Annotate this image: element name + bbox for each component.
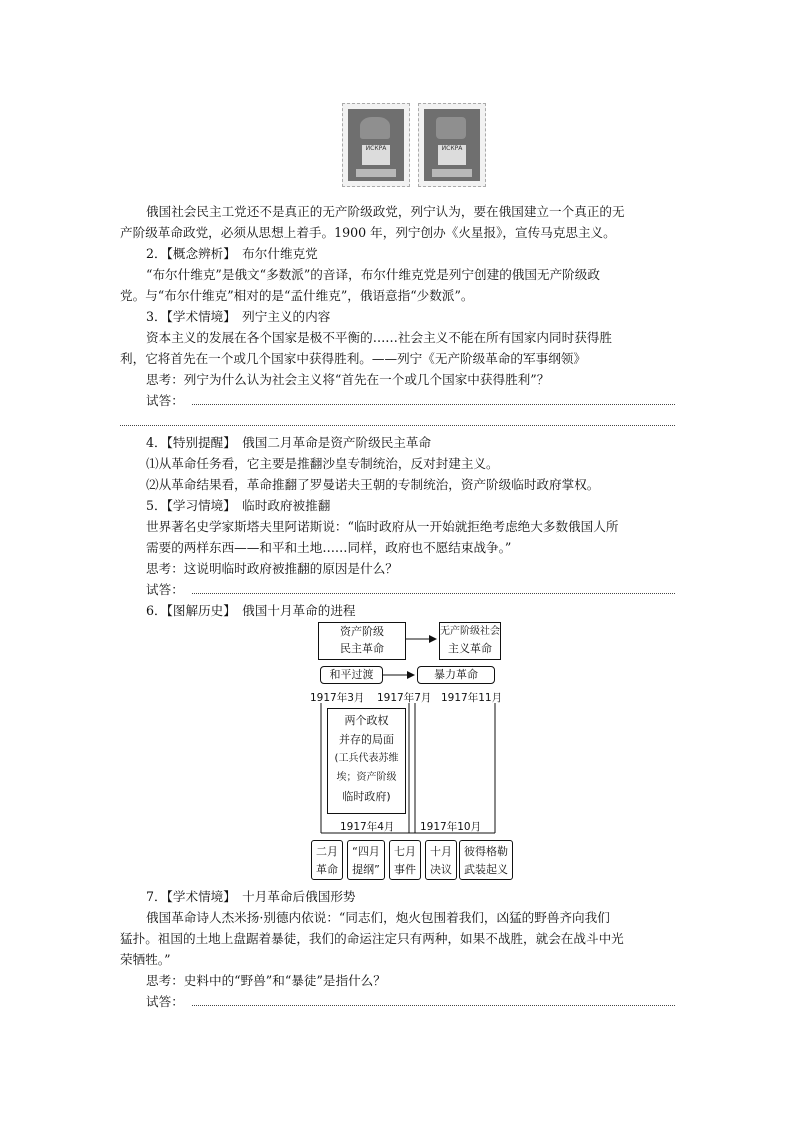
section-2-heading: 2．【概念辨析】 布尔什维克党 (146, 246, 318, 261)
event-4-line-2: 决议 (430, 863, 452, 876)
date-1917-october: 1917年10月 (420, 821, 482, 833)
section-5-line-1: 世界著名史学家斯塔夫里阿诺斯说：“临时政府从一开始就拒绝考虑绝大多数俄国人所 (146, 519, 619, 534)
section-5-answer-label: 试答： (146, 582, 184, 597)
event-5-line-2: 武装起义 (464, 863, 508, 876)
section-5-think: 思考：这说明临时政府被推翻的原因是什么？ (146, 561, 398, 576)
date-1917-april: 1917年4月 (340, 821, 395, 833)
box-dual-power (327, 708, 406, 814)
section-6-heading: 6．【图解历史】 俄国十月革命的进程 (146, 603, 356, 618)
intro-line-1: 俄国社会民主工党还不是真正的无产阶级政党，列宁认为，要在俄国建立一个真正的无 (146, 204, 625, 219)
event-april-theses (347, 840, 385, 880)
section-5-heading: 5．【学习情境】 临时政府被推翻 (146, 498, 331, 513)
event-1-line-1: 二月 (316, 845, 338, 858)
section-7-line-2: 猛扑。祖国的土地上盘踞着暴徒，我们的命运注定只有两种，如果不战胜，就会在战斗中光 (120, 931, 624, 946)
section-3-line-1: 资本主义的发展在各个国家是极不平衡的……社会主义不能在所有国家内同时获得胜 (146, 330, 612, 345)
date-1917-march: 1917年3月 (310, 692, 365, 704)
dual-power-line-4: 埃；资产阶级 (336, 772, 397, 783)
box-violent-revolution: 暴力革命 (417, 666, 495, 684)
event-petrograd-uprising (459, 840, 513, 880)
section-3-answer-label: 试答： (146, 393, 184, 408)
intro-line-2: 产阶级革命政党，必须从思想上着手。1900 年，列宁创办《火星报》，宣传马克思主义。 (120, 225, 616, 240)
section-7-heading: 7．【学术情境】 十月革命后俄国形势 (146, 889, 356, 904)
dual-power-line-3: (工兵代表苏维 (334, 753, 399, 764)
event-1-line-2: 革命 (316, 863, 338, 876)
event-february-revolution (311, 840, 343, 880)
stamp-left-text: ИСКРА (362, 145, 390, 165)
dual-power-line-1: 两个政权 (344, 714, 389, 727)
dual-power-line-5: 临时政府) (342, 790, 391, 803)
event-2-line-2: 提纲” (352, 863, 380, 876)
dual-power-line-2: 并存的局面 (339, 733, 394, 746)
section-4-item-1: ⑴从革命任务看，它主要是推翻沙皇专制统治，反对封建主义。 (146, 456, 499, 471)
section-4-item-2: ⑵从革命结果看，革命推翻了罗曼诺夫王朝的专制统治，资产阶级临时政府掌权。 (146, 477, 600, 492)
section-3-line-2: 利，它将首先在一个或几个国家中获得胜利。——列宁《无产阶级革命的军事纲领》 (120, 351, 586, 366)
section-3-think: 思考：列宁为什么认为社会主义将“首先在一个或几个国家中获得胜利”？ (146, 372, 550, 387)
event-5-line-1: 彼得格勒 (464, 845, 508, 858)
event-2-line-1: “四月 (352, 845, 380, 858)
box-socialist-line-1: 无产阶级社会 (440, 626, 500, 637)
section-7-think: 思考：史料中的“野兽”和“暴徒”是指什么？ (146, 973, 386, 988)
section-5-line-2: 需要的两样东西——和平和土地……同样，政府也不愿结束战争。” (146, 540, 512, 555)
box-socialist-revolution (439, 622, 501, 660)
section-3-heading: 3．【学术情境】 列宁主义的内容 (146, 309, 331, 324)
section-7-answer-line[interactable] (192, 1005, 675, 1006)
section-2-line-2: 党。与“布尔什维克”相对的是“孟什维克”，俄语意指“少数派”。 (120, 288, 474, 303)
box-bourgeois-line-2: 民主革命 (340, 642, 384, 655)
box-bourgeois-revolution (318, 622, 406, 660)
date-1917-november: 1917年11月 (441, 692, 503, 704)
event-october-resolution (425, 840, 457, 880)
event-3-line-2: 事件 (394, 863, 416, 876)
box-bourgeois-line-1: 资产阶级 (340, 625, 384, 638)
box-socialist-line-2: 主义革命 (448, 642, 492, 655)
event-3-line-1: 七月 (394, 845, 416, 858)
section-2-line-1: “布尔什维克”是俄文“多数派”的音译，布尔什维克党是列宁创建的俄国无产阶级政 (146, 267, 600, 282)
event-july-days (389, 840, 421, 880)
date-1917-july: 1917年7月 (377, 692, 432, 704)
box-peaceful-transition: 和平过渡 (320, 666, 383, 684)
section-7-line-1: 俄国革命诗人杰米扬·别德内依说：“同志们，炮火包围着我们，凶猛的野兽齐向我们 (146, 910, 610, 925)
stamp-right-text: ИСКРА (438, 145, 466, 165)
section-4-heading: 4．【特别提醒】 俄国二月革命是资产阶级民主革命 (146, 435, 432, 450)
section-7-line-3: 荣牺牲。” (120, 952, 171, 967)
section-7-answer-label: 试答： (146, 994, 184, 1009)
event-4-line-1: 十月 (430, 845, 452, 858)
